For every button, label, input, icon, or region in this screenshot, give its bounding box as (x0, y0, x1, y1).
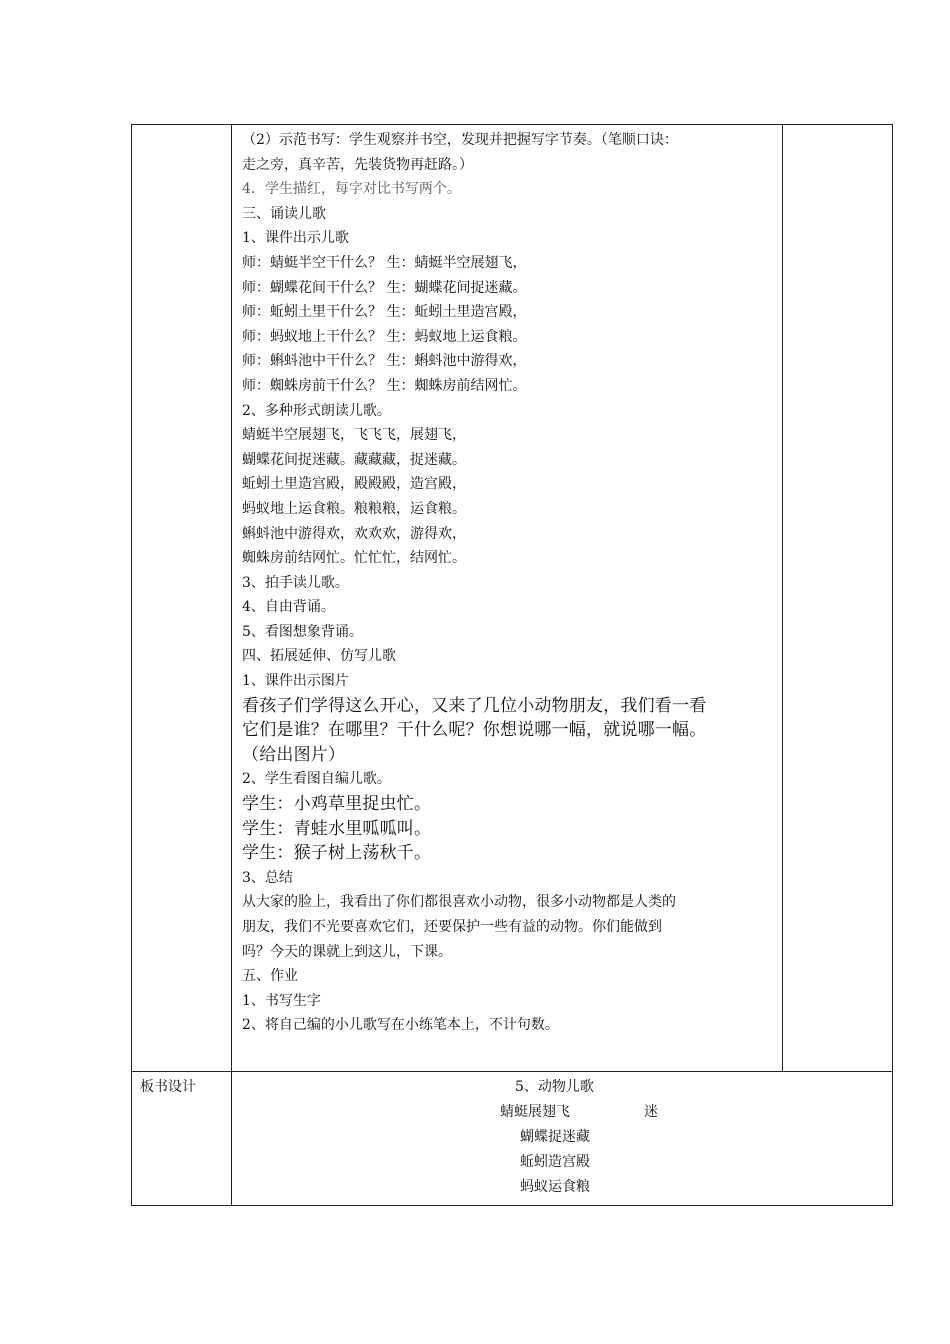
section-heading: 三、诵读儿歌 (242, 205, 326, 222)
dialogue-line: 师：蜻蜓半空干什么？ 生：蜻蜓半空展翅飞， (242, 254, 527, 271)
table-divider-left (231, 124, 232, 1206)
board-line: 蚂蚁运食粮 (520, 1179, 590, 1195)
rhyme-line: 蚂蚁地上运食粮。粮粮粮，运食粮。 (242, 500, 466, 517)
lesson-line: 1、书写生字 (242, 992, 321, 1009)
dialogue-line: 师：蝴蝶花间干什么？ 生：蝴蝶花间捉迷藏。 (242, 279, 527, 296)
student-example: 学生：猴子树上荡秋千。 (242, 843, 432, 864)
lesson-line: 1、课件出示图片 (242, 673, 349, 690)
dialogue-line: 师：蚂蚁地上干什么？ 生：蚂蚁地上运食粮。 (242, 328, 527, 345)
lesson-line: 从大家的脸上，我看出了你们都很喜欢小动物，很多小动物都是人类的 (242, 894, 676, 911)
dialogue-line: 师：蜘蛛房前干什么？ 生：蜘蛛房前结网忙。 (242, 377, 527, 394)
board-line: 蝴蝶捉迷藏 (520, 1129, 590, 1145)
dialogue-line: 师：蝌蚪池中干什么？ 生：蝌蚪池中游得欢， (242, 353, 527, 370)
lesson-line: 4．学生描红，每字对比书写两个。 (242, 181, 461, 198)
lesson-line: 2、多种形式朗读儿歌。 (242, 402, 391, 419)
rhyme-line: 蜘蛛房前结网忙。忙忙忙，结网忙。 (242, 550, 466, 567)
rhyme-line: 蜻蜓半空展翅飞，飞飞飞，展翅飞， (242, 427, 466, 444)
lesson-line: 吗？今天的课就上到这儿，下课。 (242, 943, 452, 960)
lesson-line: 2、将自己编的小儿歌写在小练笔本上，不计句数。 (242, 1017, 559, 1034)
dialogue-line: 师：蚯蚓土里干什么？ 生：蚯蚓土里造宫殿， (242, 304, 527, 321)
board-line: 蜻蜓展翅飞 (500, 1104, 570, 1120)
student-example: 学生：青蛙水里呱呱叫。 (242, 818, 432, 839)
student-example: 学生：小鸡草里捉虫忙。 (242, 794, 432, 815)
lesson-line: 5、看图想象背诵。 (242, 623, 363, 640)
section-heading: 四、拓展延伸、仿写儿歌 (242, 648, 396, 665)
board-title: 5、动物儿歌 (515, 1079, 594, 1095)
table-row-divider (131, 1071, 893, 1072)
lesson-line: 4、自由背诵。 (242, 599, 335, 616)
table-divider-right (782, 124, 783, 1071)
lesson-line: 2、学生看图自编儿歌。 (242, 771, 391, 788)
board-line: 蚯蚓造宫殿 (520, 1154, 590, 1170)
board-design-label: 板书设计 (140, 1079, 196, 1095)
rhyme-line: 蚯蚓土里造宫殿，殿殿殿，造宫殿， (242, 476, 466, 493)
lesson-line: （给出图片） (242, 744, 346, 765)
lesson-line: 看孩子们学得这么开心，又来了几位小动物朋友，我们看一看 (242, 695, 707, 716)
lesson-line: 走之旁，真辛苦，先装货物再赶路。） (242, 156, 473, 173)
lesson-line: 它们是谁？在哪里？干什么呢？你想说哪一幅，就说哪一幅。 (242, 720, 707, 741)
section-heading: 五、作业 (242, 968, 298, 985)
lesson-line: 1、课件出示儿歌 (242, 230, 349, 247)
lesson-line: （2）示范书写：学生观察并书空，发现并把握写字节奏。（笔顺口诀： (242, 132, 678, 148)
lesson-line: 3、拍手读儿歌。 (242, 574, 349, 591)
lesson-process-cell (242, 128, 778, 1038)
board-line-mark: 迷 (644, 1104, 658, 1120)
lesson-line: 3、总结 (242, 869, 293, 886)
rhyme-line: 蝌蚪池中游得欢，欢欢欢，游得欢， (242, 525, 466, 542)
rhyme-line: 蝴蝶花间捉迷藏。藏藏藏，捉迷藏。 (242, 451, 466, 468)
lesson-line: 朋友，我们不光要喜欢它们，还要保护一些有益的动物。你们能做到 (242, 919, 662, 935)
